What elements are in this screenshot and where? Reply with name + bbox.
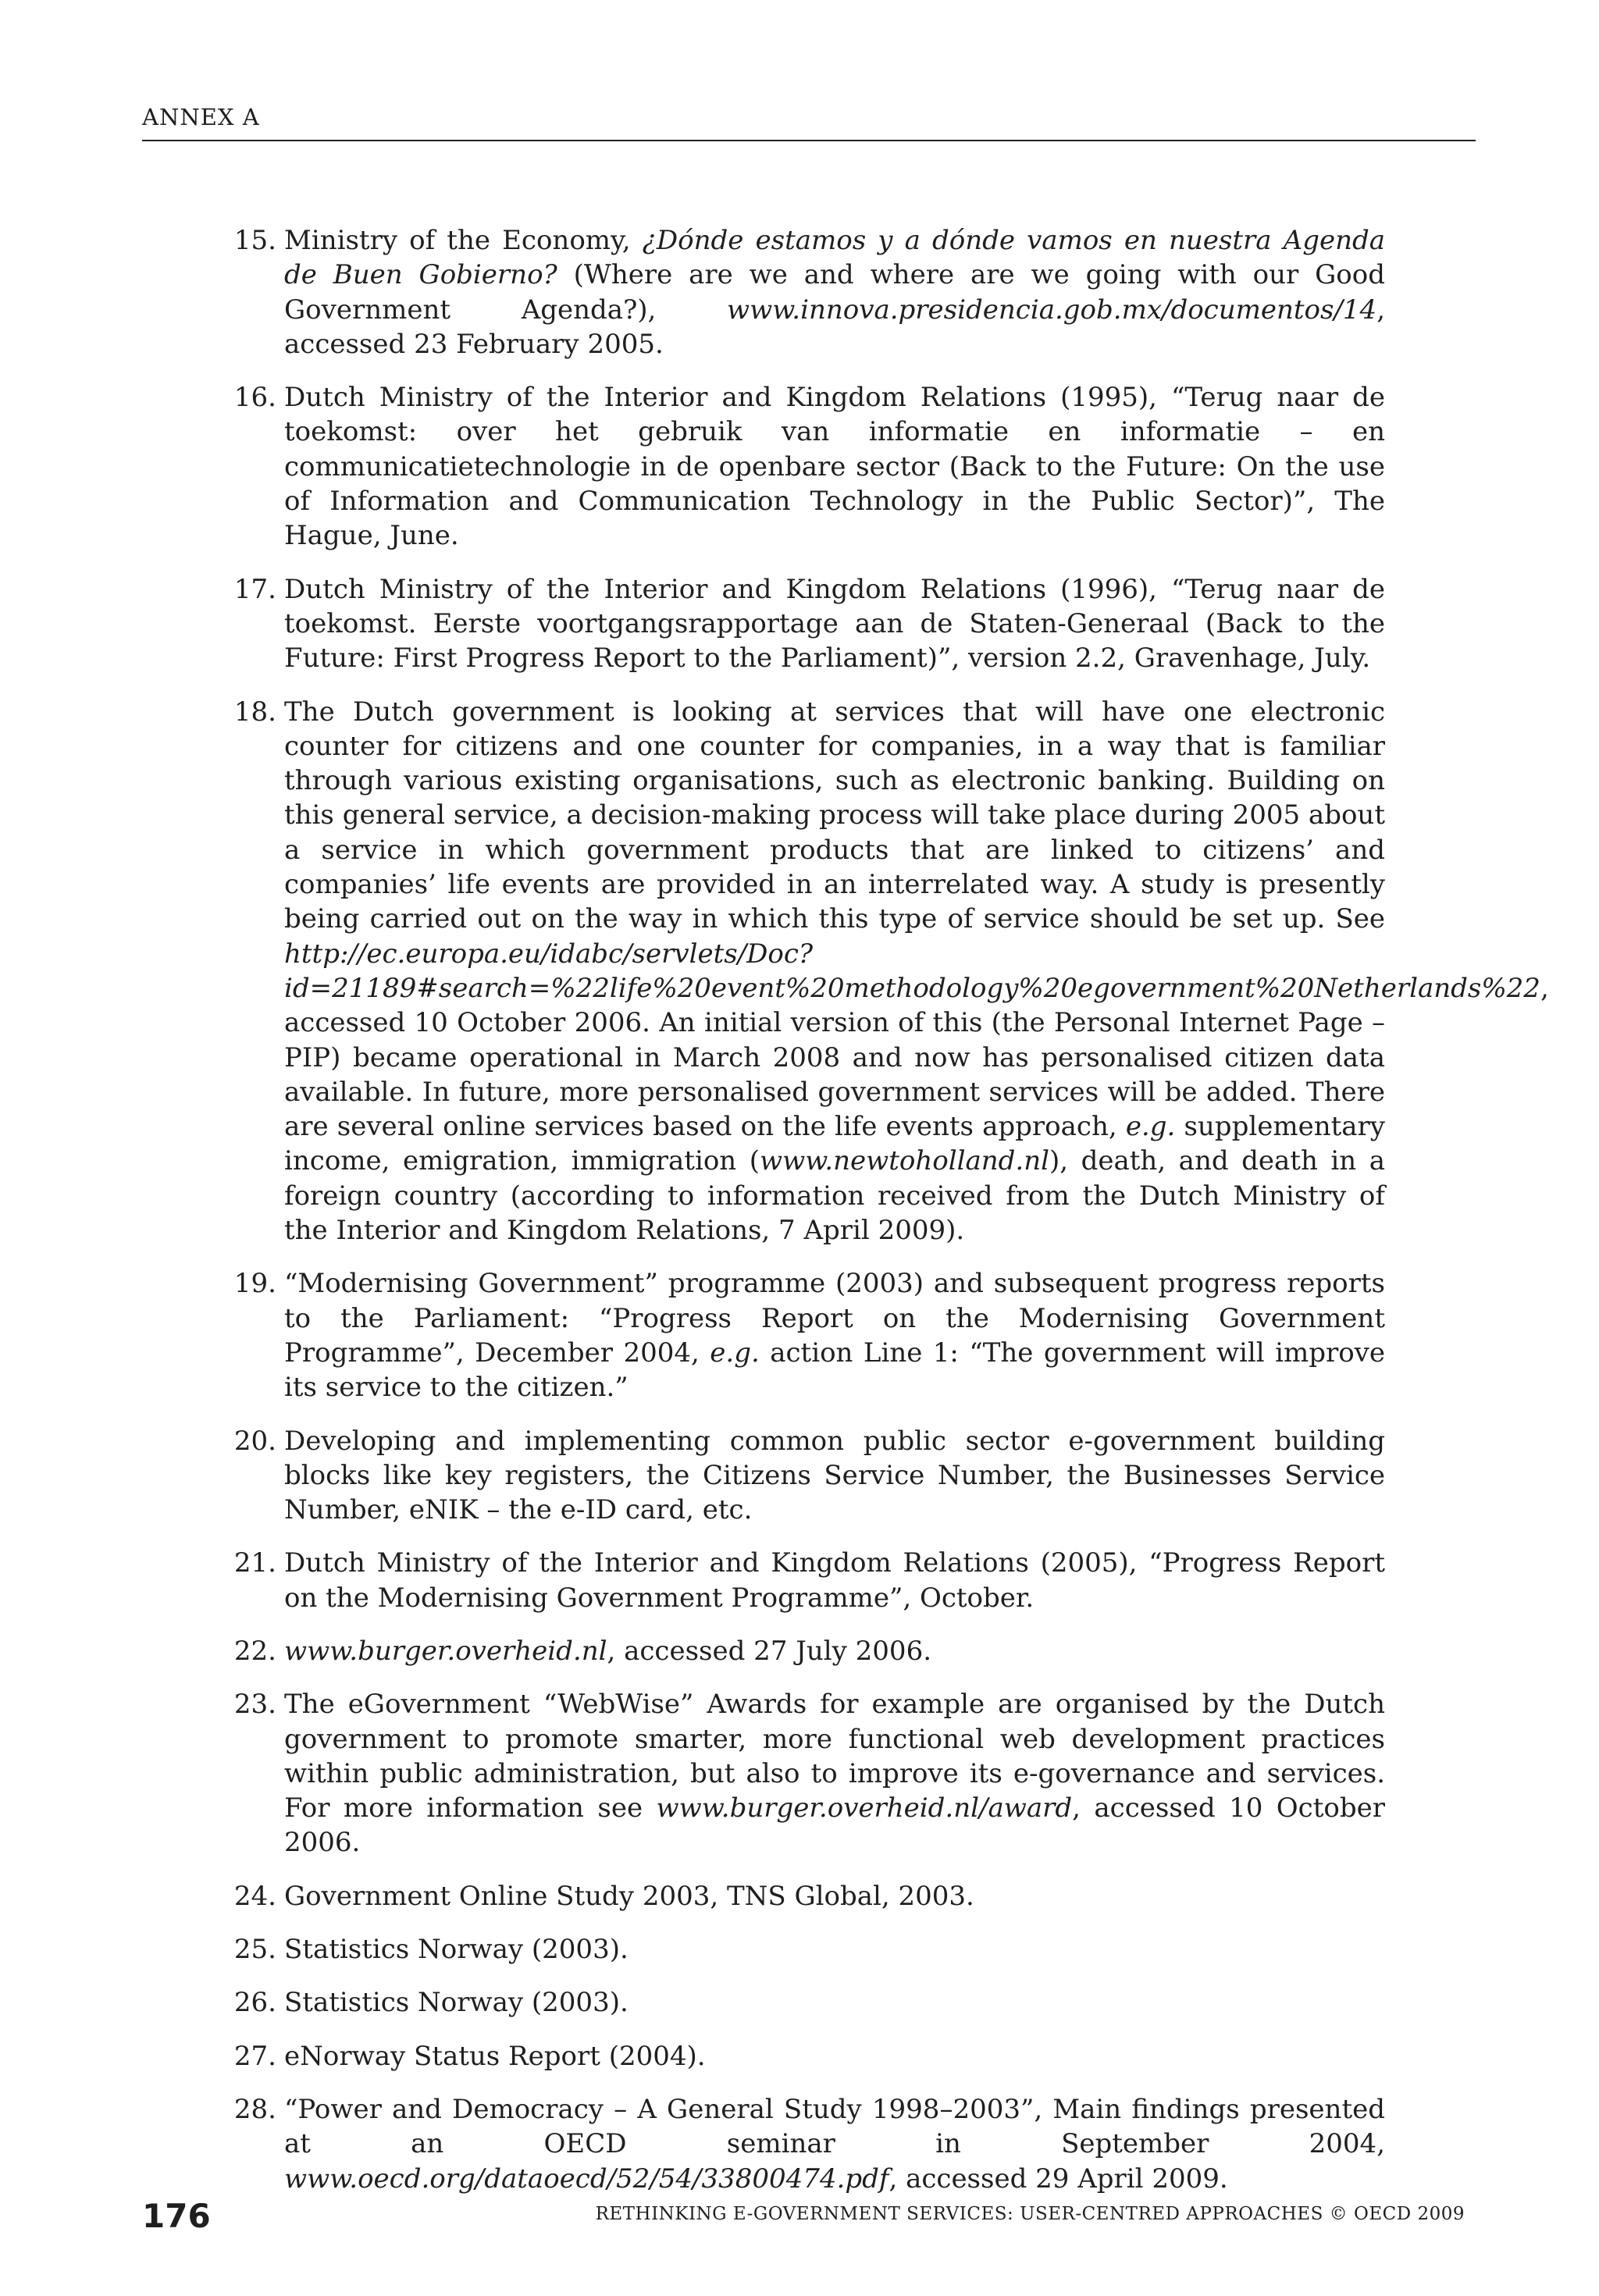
endnote-item [225, 380, 1385, 553]
endnote-number: 28. [233, 2093, 276, 2125]
endnote-italic-text: www.burger.overheid.nl [284, 1635, 607, 1667]
endnote-item [225, 1634, 1385, 1668]
endnote-item [225, 1879, 1385, 1913]
endnote-italic-text: e.g. [710, 1337, 760, 1369]
endnote-text [284, 2094, 1385, 2195]
endnote-number: 17. [233, 573, 276, 605]
endnote-text [284, 1934, 629, 1965]
endnote-text [284, 696, 1549, 1246]
endnote-text [284, 2041, 706, 2072]
endnote-number: 21. [233, 1547, 276, 1579]
endnote-item [225, 1985, 1385, 2020]
publication-title: RETHINKING E-GOVERNMENT SERVICES: USER-CENTRED APPROACHES © OECD 2009 [595, 2204, 1465, 2224]
endnote-number: 16. [233, 382, 276, 414]
page-number: 176 [142, 2197, 211, 2235]
endnote-text-run: Dutch Ministry of the Interior and Kingdom Relations (1996), “Terug naar de toekomst. Eerste voortgangsrapportage aan de Staten-Generaal (Back to the Future: First Progress Report to the Parliament)”, version 2.2, Gravenhage, July. [284, 573, 1385, 675]
endnote-text-run: “Modernising Government” programme (2003) and subsequent progress reports to the Parliament: “Progress Report on the Modernising Government Programme”, December 2004, [284, 1268, 1385, 1369]
endnote-item [225, 572, 1385, 676]
endnote-number: 25. [233, 1934, 276, 1966]
endnote-item [225, 2039, 1385, 2074]
endnote-number: 24. [233, 1880, 276, 1912]
endnote-text-run: Developing and implementing common public sector e-government building blocks like key registers, the Citizens Service Number, the Businesses Service Number, eNIK – the e-ID card, etc. [284, 1425, 1385, 1526]
endnote-number: 19. [233, 1268, 276, 1300]
endnote-italic-text: e.g. [1125, 1111, 1176, 1143]
endnote-item [225, 1424, 1385, 1528]
endnote-text-run: , accessed 29 April 2009. [889, 2163, 1228, 2195]
endnote-text-run: “Power and Democracy – A General Study 1998–2003”, Main findings presented at an OECD seminar in September 2004, [284, 2093, 1385, 2160]
endnote-number: 27. [233, 2040, 276, 2072]
endnote-number: 22. [233, 1635, 276, 1667]
endnote-text [284, 1881, 974, 1912]
endnote-text [284, 1547, 1385, 1613]
running-head: ANNEX A [142, 104, 260, 130]
endnote-item [225, 1687, 1385, 1860]
endnote-text-run: , accessed 10 October 2006. [284, 1792, 1385, 1859]
endnote-number: 18. [233, 696, 276, 728]
endnote-text-run: Ministry of the Economy, [284, 225, 643, 256]
endnote-text-run: supplementary income, emigration, immigration ( [284, 1111, 1385, 1177]
endnote-item [225, 1932, 1385, 1967]
endnote-italic-text: www.burger.overheid.nl/award [656, 1792, 1073, 1824]
endnote-text-run: Statistics Norway (2003). [284, 1934, 629, 1966]
endnote-italic-text: www.innova.presidencia.gob.mx/documentos/14 [727, 294, 1377, 326]
endnote-text [284, 382, 1385, 551]
endnote-text-run: , accessed 23 February 2005. [284, 294, 1385, 360]
endnote-number: 26. [233, 1987, 276, 2019]
endnote-text-run: Statistics Norway (2003). [284, 1987, 629, 2019]
endnote-text [284, 1426, 1385, 1526]
endnote-italic-text: www.newtoholland.nl [760, 1145, 1049, 1177]
endnote-text-run: , accessed 10 October 2006. An initial version of this (the Personal Internet Page – PIP) became operational in March 2008 and now has personalised citizen data available. In future, more personalised government services will be added. There are several online services based on the life events approach, [284, 972, 1549, 1143]
endnote-text [284, 225, 1385, 360]
endnote-text-run: The eGovernment “WebWise” Awards for example are organised by the Dutch government to promote smarter, more functional web development practices within public administration, but also to improve its e-governance and services. For more information see [284, 1689, 1385, 1824]
endnote-text-run: ), death, and death in a foreign country (according to information received from the Dutch Ministry of the Interior and Kingdom Relations, 7 April 2009). [284, 1145, 1386, 1247]
header-rule [142, 140, 1476, 141]
endnote-text [284, 1689, 1385, 1858]
endnote-text-run: action Line 1: “The government will improve its service to the citizen.” [284, 1337, 1386, 1404]
endnote-italic-text: http://ec.europa.eu/idabc/servlets/Doc?id=21189#search=%22life%20event%20methodology%20egovernment%20Netherlands%22 [284, 938, 1540, 1004]
endnote-text-run: , accessed 27 July 2006. [607, 1635, 932, 1667]
endnote-item [225, 695, 1549, 1248]
endnote-item [225, 1266, 1385, 1404]
endnote-number: 20. [233, 1425, 276, 1457]
endnote-text [284, 1636, 931, 1667]
endnote-number: 15. [233, 225, 276, 256]
endnote-item [225, 1546, 1385, 1615]
endnote-italic-text: ¿Dónde estamos y a dónde vamos en nuestra Agenda de Buen Gobierno? [284, 225, 1386, 291]
endnote-italic-text: www.oecd.org/dataoecd/52/54/33800474.pdf [284, 2163, 889, 2195]
endnote-text-run: The Dutch government is looking at services that will have one electronic counter for citizens and one counter for companies, in a way that is familiar through various existing organisations, such as electronic banking. Building on this general service, a decision-making process will take place during 2005 about a service in which government products that are linked to citizens’ and companies’ life events are provided in an interrelated way. A study is presently being carried out on the way in which this type of service should be set up. See [284, 696, 1385, 935]
endnote-text-run: Government Online Study 2003, TNS Global, 2003. [284, 1880, 974, 1912]
endnote-item [225, 223, 1385, 361]
endnote-text-run: eNorway Status Report (2004). [284, 2040, 706, 2072]
endnote-item [225, 2092, 1385, 2196]
endnote-text [284, 1987, 629, 2018]
endnote-text [284, 574, 1385, 675]
endnote-text-run: Dutch Ministry of the Interior and Kingdom Relations (1995), “Terug naar de toekomst: over het gebruik van informatie en informatie – en communicatietechnologie in de openbare sector (Back to the Future: On the use of Information and Communication Technology in the Public Sector)”, The Hague, June. [284, 382, 1385, 552]
endnote-text-run: Dutch Ministry of the Interior and Kingdom Relations (2005), “Progress Report on the Modernising Government Programme”, October. [284, 1547, 1385, 1614]
endnote-text [284, 1268, 1385, 1403]
endnote-number: 23. [233, 1689, 276, 1721]
endnote-text-run: (Where are we and where are we going with our Good Government Agenda?), [284, 259, 1385, 326]
